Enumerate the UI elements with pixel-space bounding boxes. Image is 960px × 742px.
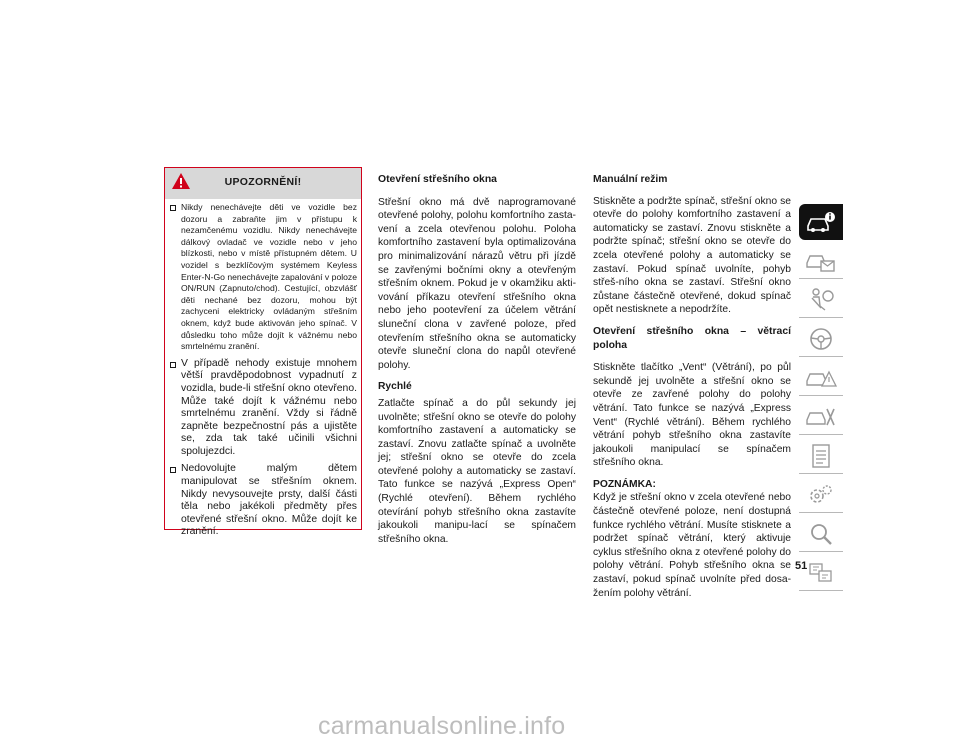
warning-item-text: Nedovolujte malým dětem manipulovat se střešním oknem. Nikdy nevysouvejte prsty, další části těla nebo jakékoli předměty přes otevřené střešní okno. Může dojít ke zranění. [181,463,357,538]
warning-item-text: V případě nehody existuje mnohem větší pravděpodobnost vypadnutí z vozidla, bude-li střešní okno otevřeno. Může také dojít k vážnému nebo smrtelnému zranění. Vždy si řádně zapněte bezpečnostní pás a ujistěte se, zda tak také učinili všichni spolujezdci. [181,357,357,457]
warning-title: UPOZORNĚNÍ! [224,176,302,188]
settings-gears-icon [805,481,837,509]
tab-car-mail[interactable] [799,243,843,279]
section-heading: Otevření střešního okna – větrací poloha [593,325,791,351]
subheading: Manuální režim [593,174,668,185]
car-warning-icon [805,364,837,392]
warning-item-text: Nikdy nenechávejte děti ve vozidle bez dozoru a zabraňte jim v přístupu k nezamčenému vozidlu. Nikdy nenechávejte dálkový ovladač ve vozidle nebo v jeho blízkosti, nebo v místě přístupném dětem. U vozidel s bezklíčovým systémem Keyless Enter-N-Go nenechávejte zapalování v poloze ON/RUN (Zapnuto/chod). Cestující, obzvlášť děti nechané bez dozoru, mohou být zachyceni elektricky ovládaným střešním oknem, když bude aktivován jeho spínač. V důsledku toho může dojít k vážnému nebo smrtelnému zranění. [181,202,357,352]
warning-item [169,463,357,539]
chapter-tabs [799,204,843,594]
warning-box [164,167,362,538]
bullet-square-icon [170,205,176,211]
watermark: carmanualsonline.info [318,712,566,740]
tab-seatbelt-airbag[interactable] [799,282,843,318]
text-column-1 [378,173,576,554]
paragraph: Střešní okno má dvě naprogramované otevřené polohy, polohu komfortního zasta-vení a zcela otevřenou polohu. Poloha komfortního zastavení byla optimalizována pro minimalizování nárazů větru při jízdě se zavřenými bočními okny a otevřeným střešním oknem. Pokud je v okamžiku akti-vování příkazu otevření střešního okna nebo jeho pootevření za účelem větrání sluneční clona v zavřené poloze, před otevřením střešního okna se automaticky otevře sluneční clona do napůl otevřené polohy. [378,196,576,371]
note-text: Když je střešní okno v zcela otevřené nebo částečně otevřené poloze, není dostupná funkce rychlého větrání. Musíte stisknete a podržet spínač větrání, který aktivuje cyklus střešního okna z otevřené polohy do polohy větrání. Pohyb střešního okna se zastaví, pokud spínač uvolníte před dosa-žením polohy větrání. [593,492,791,599]
tab-car-warning[interactable] [799,360,843,396]
bullet-square-icon [170,362,176,368]
tab-steering-wheel[interactable] [799,321,843,357]
note-label: POZNÁMKA: [593,478,656,490]
steering-wheel-icon [805,325,837,353]
tab-car-service-tools[interactable] [799,399,843,435]
page-number: 51 [795,560,808,572]
text-column-2 [593,173,791,608]
tab-settings-gears[interactable] [799,477,843,513]
warning-list [169,202,357,544]
bullet-square-icon [170,467,176,473]
tab-car-info[interactable] [799,204,843,240]
checklist-icon [805,442,837,470]
subheading: Rychlé [378,381,412,393]
search-magnifier-icon [805,520,837,548]
car-mail-icon [805,247,837,275]
paragraph: Stiskněte tlačítko „Vent“ (Větrání), po půl sekundě jej uvolněte a střešní okno se otevře ze zavřené polohy do polohy větrání. Tato funkce se nazývá „Express Vent“ (Rychlé větrání). Během rychlého větrání pohyb střešního okna zastavíte jakoukoli manipulací se spínačem střešního okna. [593,362,791,469]
tab-language-index[interactable] [799,555,843,591]
section-heading: Otevření střešního okna [378,174,497,185]
car-info-icon [805,208,837,236]
tab-search[interactable] [799,516,843,552]
seatbelt-airbag-icon [805,286,837,314]
paragraph: Stiskněte a podržte spínač, střešní okno se otevře do polohy komfortního zastavení a automaticky se zastaví. Znovu stiskněte a podržte spínač; střešní okno se otevře do zcela otevřené polohy a automaticky se zastaví. Pokud spínač uvolníte, pohyb střeš-ního okna se zastaví. Střešní okno zůstane částečně otevřené, dokud spínač opět nestisknete a nepodržíte. [593,195,791,316]
warning-item [169,202,357,353]
paragraph: Zatlačte spínač a do půl sekundy jej uvolněte; střešní okno se otevře do polohy komfortního zastavení a automaticky se zastaví. Znovu zatlačte spínač a uvolněte jej; střešní okno se otevře do zcela otevřené polohy a automaticky se zastaví. Tato funkce se nazývá „Express Open“ (Rychlé otevření). Během rychlého otevírání pohyb střešního okna zastavíte jakoukoli manipu-lací se spínačem střešního okna. [378,397,576,545]
warning-item [169,358,357,459]
car-service-tools-icon [805,403,837,431]
warning-header [165,168,361,199]
tab-checklist[interactable] [799,438,843,474]
language-index-icon [805,559,837,587]
